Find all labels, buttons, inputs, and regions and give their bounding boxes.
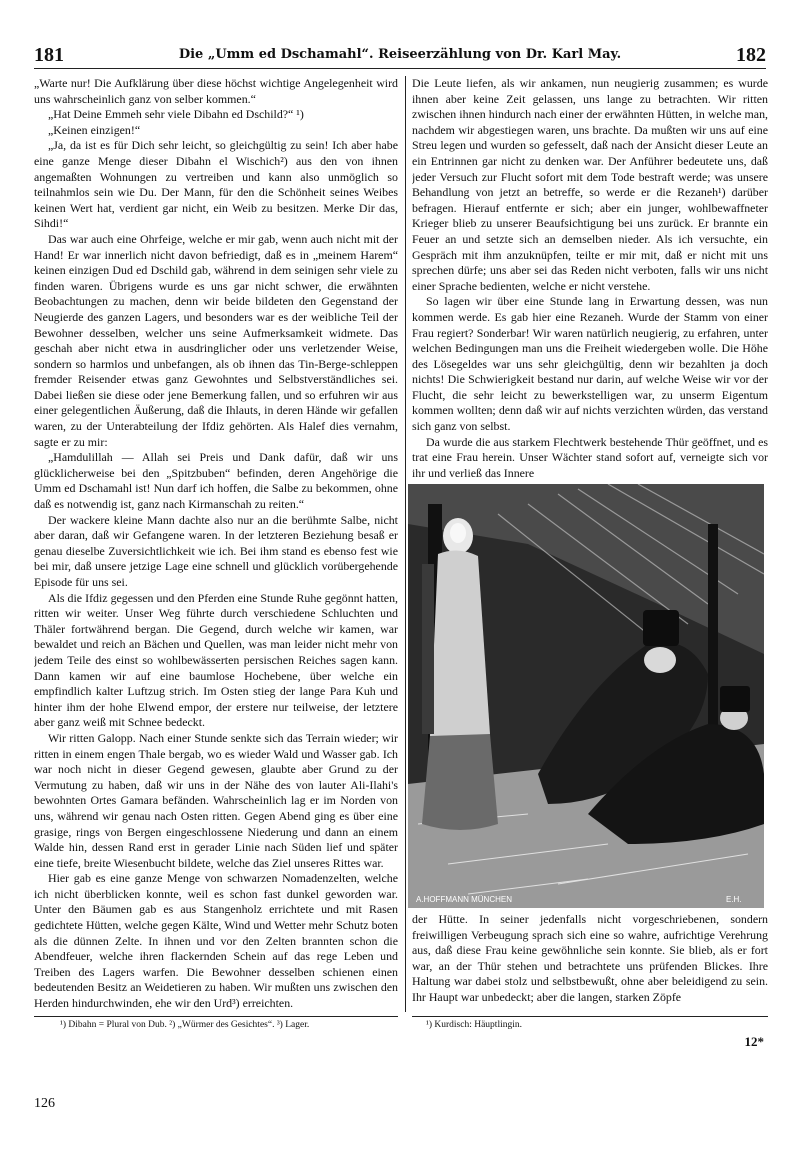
artist-signature: A.HOFFMANN MÜNCHEN — [416, 895, 512, 904]
illustration-woman-in-hut — [408, 484, 764, 908]
paragraph: der Hütte. In seiner jedenfalls nicht vorgeschriebenen, sondern freiwilligen Verbeugung sprach sich eine so wahre, aufrichtige Verehrung aus, daß diese Frau keine gewöhnliche sein konnte. Sie blieb, als er fort war, an der Thür stehen und betrachtete uns prüfenden Blickes. Ihre Haltung war dabei stolz und selbstbewußt, ohne aber beleidigend zu sein. Ihr Haupt war unbedeckt; aber die langen, starken Zöpfe — [412, 912, 768, 1004]
paragraph: Der wackere kleine Mann dachte also nur an die berühmte Salbe, nicht aber daran, daß wir Gefangene waren. In der letzteren Beziehung besaß er genau dieselbe Zuversichtlichkeit wie ich. Bei ihm stand es ebenso fest wie bei mir, daß unsere jetzige Lage eine schnell und glücklich vorübergehende Episode für uns sei. — [34, 512, 398, 589]
paragraph: Wir ritten Galopp. Nach einer Stunde senkte sich das Terrain wieder; wir ritten in einem engen Thale bergab, wo es wieder Wald und Wasser gab. Ich war noch nicht in dieser Gegend gewesen, glaubte aber Grund zu der Vermutung zu haben, daß wir uns in der Nähe des von lauter Ali-Ilahi's bewohnten Ortes Gamara befänden. Wahrscheinlich lag er im Norden von uns, während wir genau nach Osten ritten. Gegen Abend ging es über eine grasige, rings von Bergen eingeschlossene Niederung und dann an einem Walde hin, dessen Rand erst in gerader Linie nach Süden lief und später eine tiefe, breite Wiesenbucht bildete, welche das Ziel unseres Rittes war. — [34, 730, 398, 870]
paragraph: „Warte nur! Die Aufklärung über diese höchst wichtige Angelegenheit wird uns wahrscheinlich ganz von selber kommen.“ — [34, 76, 398, 106]
header-rule — [34, 68, 766, 69]
paragraph: „Keinen einzigen!“ — [48, 122, 141, 137]
paragraph: „Ja, da ist es für Dich sehr leicht, so gleichgültig zu sein! Ich aber habe eine ganze Menge dieser Dibahn el Wischich²) aus den von ihnen angemaßten Wohnungen zu vertreiben und kann also unmöglich so teilnahmlos sein wie Du. Der Mann, für den die Schönheit seines Weibes keinen Wert hat, verdient gar nicht, ein Weib zu besitzen. Merke Dir das, Sihdi!“ — [34, 138, 398, 231]
paragraph: Die Leute liefen, als wir ankamen, nun neugierig zusammen; es wurde ihnen aber keine Zeit gelassen, uns lange zu betrachten. Wir ritten zwischen ihnen hindurch nach einer der erwähnten Hütten, in welche man, nachdem wir abgestiegen waren, uns brachte. Da mußten wir uns auf eine Streu legen und wurden so gefesselt, daß nach der Ansicht dieser Leute an ein Entrinnen gar nicht zu denken war. Der Anführer bedeutete uns, daß jeder Versuch zur Flucht sofort mit dem Tode bestraft werde; was unsere Behandlung von jetzt an betreffe, so werde er die Rezaneh¹) darüber befragen. Hierauf entfernte er sich; aber ein junger, wohlbewaffneter Krieger blieb zu unserer Beaufsichtigung bei uns zurück. Er brannte ein Feuer an und setzte sich an demselben nieder. Als ich versuchte, ein Gespräch mit ihm anzuknüpfen, teilte er mir mit, daß er nicht mit uns sprechen dürfe; uns aber sei das Reden nicht verboten, falls wir uns nicht einer Sprache bedienten, welche er nicht verstehe. — [412, 76, 768, 293]
paragraph: Da wurde die aus starkem Flechtwerk bestehende Thür geöffnet, und es trat eine Frau herein. Unser Wächter stand sofort auf, verneigte sich vor ihr und verließ das Innere — [412, 434, 768, 480]
footnote-rule-right — [412, 1016, 768, 1017]
right-text-column-top — [412, 76, 768, 480]
footer-page-number: 126 — [34, 1096, 55, 1111]
footnote-rule-left — [34, 1016, 398, 1017]
paragraph: „Hamdulillah — Allah sei Preis und Dank dafür, daß wir uns glücklicherweise bei den „Spitzbuben“ befinden, deren Angehörige die Umm ed Dschamahl ist! Nun darf ich hoffen, die Salbe zu bekommen, ohne daß es notwendig ist, ganz nach Kirmanschah zu reiten.“ — [34, 450, 398, 512]
engraving-image — [408, 484, 764, 908]
page-number-right: 182 — [736, 44, 766, 66]
paragraph: „Hat Deine Emmeh sehr viele Dibahn ed Dschild?“ ¹) — [48, 107, 304, 122]
paragraph: So lagen wir über eine Stunde lang in Erwartung dessen, was nun kommen werde. Es gab hier eine Rezaneh. Wurde der Stamm von einer Frau regiert? Sonderbar! Wir waren natürlich neugierig, zu erfahren, unter welchen Bedingungen man uns die Freiheit wiedergeben wolle. Die Höhe des Lösegeldes war uns sehr gleichgültig, denn wir bezahlten ja doch nichts! Die Schwierigkeit bestand nur darin, auf welche Weise wir vor der Flucht, die sehr leicht zu bewerkstelligen war, zu unserm Eigentum kommen wollten; denn daß wir auf nichts verzichten würden, das verstand sich ganz von selbst. — [412, 294, 768, 434]
printer-signature-mark: 12* — [744, 1034, 764, 1049]
running-title: Die „Umm ed Dschamahl“. Reiseerzählung von Dr. Karl May. — [178, 47, 622, 62]
column-divider — [405, 76, 406, 1012]
right-text-column-bottom — [412, 912, 768, 1014]
paragraph: Hier gab es eine ganze Menge von schwarzen Nomadenzelten, welche ich nicht überblicken konnte, weil es schon fast dunkel geworden war. Unter den Bäumen gab es aus Stangenholz errichtete und mit Rasen gedichtete Hütten, welche gegen Kälte, Wind und Wetter mehr Schutz boten als die dünnen Zelte. In ihnen und vor den Zelten brannten schon die Abendfeuer, welche ihren flackernden Schein auf das rege Leben und Treiben des Lagers warfen. Die Bewohner desselben schienen einen bedeutenden Besitz an Weidetieren zu haben. Wir mußten uns zwischen den Herden hindurchwinden, ehe wir den Urd³) erreichten. — [34, 871, 398, 1011]
footnotes-right: ¹) Kurdisch: Häuptlingin. — [426, 1020, 522, 1030]
running-header — [34, 44, 766, 68]
page-number-left: 181 — [34, 44, 64, 66]
engraver-signature: E.H. — [726, 895, 742, 904]
paragraph: Das war auch eine Ohrfeige, welche er mir gab, wenn auch nicht mit der Hand! Er war innerlich nicht davon befriedigt, daß es in „meinem Harem“ keinen einzigen Dud ed Dschild gab, während in dem seinigen sehr viele zu finden waren. Übrigens wurde es uns gar nicht schwer, die erwähnten Beobachtungen zu machen, denn wir beide bildeten den Gegenstand der Neugierde des ganzen Lagers, und besonders war es der weibliche Teil der Bewohner desselben, welcher uns seine Aufmerksamkeit widmete. Das geschah aber nicht etwa in ausdringlicher oder uns verletzender Weise, sondern so harmlos und unbefangen, als ob ihnen das Tin-Berge-schleppen fremder Reisender etwas ganz Gewohntes und Selbstverständliches sei. Dabei ließen sie diese oder jene Bemerkung fallen, und so erfuhren wir aus einer gelegentlichen Äußerung, daß die Ihlauts, in deren Hände wir gefallen waren, zu der Unterabteilung der Ifdiz gehörten. Als Halef dies vernahm, sagte er zu mir: — [34, 231, 398, 449]
paragraph: Als die Ifdiz gegessen und den Pferden eine Stunde Ruhe gegönnt hatten, ritten wir weiter. Unser Weg führte durch verschiedene Schluchten und Thäler fortwährend bergan. Die Gegend, durch welche wir kamen, war bewaldet und reich an Bächen und Quellen, was man leider nicht mehr von jedem Teile des einst so wohlbewässerten persischen Reiches sagen kann. Dann kamen wir auf eine baumlose Hochebene, über welche ein empfindlich kalter Luftzug strich. Im Osten stieg der lange Para Kuh und hinter ihm der hohe Elwend empor, der erstere nur teilweise, der letztere aber ganz weiß mit Schnee bedeckt. — [34, 590, 398, 730]
footnotes-left: ¹) Dibahn = Plural von Dub. ²) „Würmer des Gesichtes“. ³) Lager. — [60, 1020, 310, 1030]
left-text-column — [34, 76, 398, 1014]
